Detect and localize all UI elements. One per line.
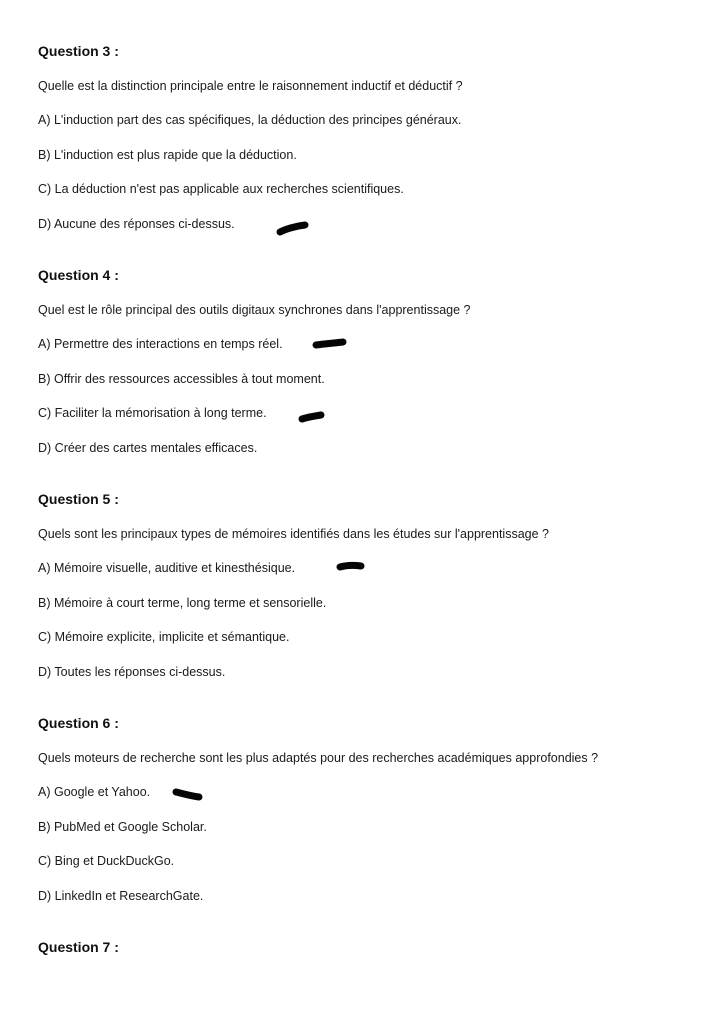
option-a: A) Google et Yahoo. <box>38 785 151 799</box>
question-title: Question 6 : <box>38 715 119 731</box>
question-5 <box>38 491 698 691</box>
option-d: D) Toutes les réponses ci-dessus. <box>38 665 226 679</box>
option-d: D) LinkedIn et ResearchGate. <box>38 889 204 903</box>
option-b: B) Offrir des ressources accessibles à tout moment. <box>38 372 325 386</box>
answer-mark-q5-a <box>334 558 368 574</box>
answer-mark-q4-a <box>310 335 350 351</box>
answer-mark-q3-d <box>274 220 312 238</box>
option-a: A) L'induction part des cas spécifiques, la déduction des principes généraux. <box>38 113 462 127</box>
question-text: Quelle est la distinction principale entre le raisonnement inductif et déductif ? <box>38 79 463 93</box>
question-text: Quel est le rôle principal des outils digitaux synchrones dans l'apprentissage ? <box>38 303 471 317</box>
question-7 <box>38 939 698 979</box>
question-text: Quels sont les principaux types de mémoires identifiés dans les études sur l'apprentissage ? <box>38 527 549 541</box>
option-b: B) Mémoire à court terme, long terme et sensorielle. <box>38 596 327 610</box>
option-b: B) PubMed et Google Scholar. <box>38 820 207 834</box>
question-title: Question 5 : <box>38 491 119 507</box>
option-b: B) L'induction est plus rapide que la déduction. <box>38 148 297 162</box>
question-title: Question 4 : <box>38 267 119 283</box>
question-3 <box>38 43 698 243</box>
option-c: C) Faciliter la mémorisation à long terme. <box>38 406 267 420</box>
option-a: A) Permettre des interactions en temps réel. <box>38 337 283 351</box>
question-4 <box>38 267 698 467</box>
option-c: C) La déduction n'est pas applicable aux recherches scientifiques. <box>38 182 404 196</box>
question-text: Quels moteurs de recherche sont les plus adaptés pour des recherches académiques approfondies ? <box>38 751 599 765</box>
question-title: Question 3 : <box>38 43 119 59</box>
question-6 <box>38 715 698 915</box>
option-d: D) Créer des cartes mentales efficaces. <box>38 441 258 455</box>
answer-mark-q4-c <box>296 407 328 425</box>
option-c: C) Mémoire explicite, implicite et sémantique. <box>38 630 290 644</box>
question-title: Question 7 : <box>38 939 119 955</box>
option-d: D) Aucune des réponses ci-dessus. <box>38 217 235 231</box>
answer-mark-q6-a <box>170 784 206 804</box>
option-c: C) Bing et DuckDuckGo. <box>38 854 175 868</box>
option-a: A) Mémoire visuelle, auditive et kinesthésique. <box>38 561 296 575</box>
